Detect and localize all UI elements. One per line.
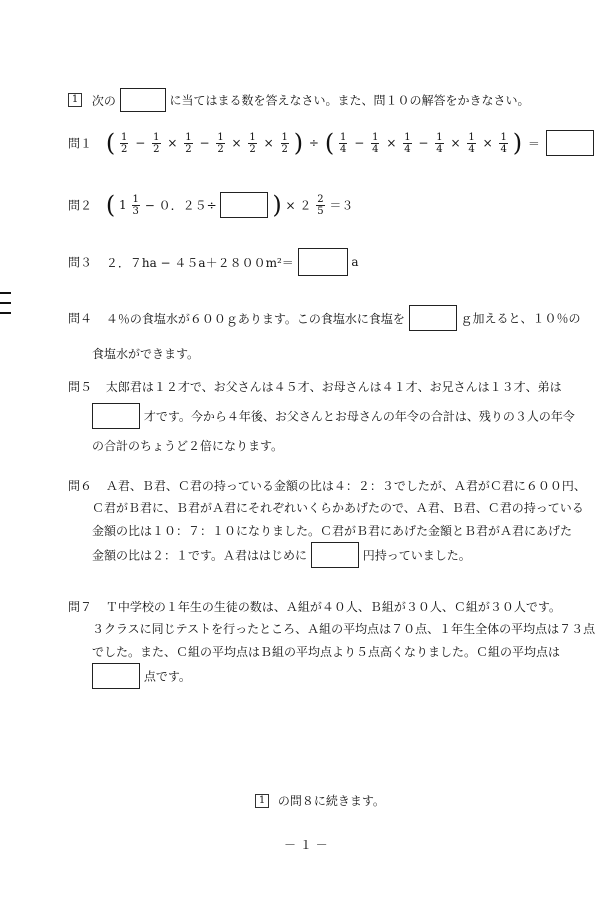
- q6-answer-box[interactable]: [311, 542, 359, 568]
- q6-line3: 金額の比は１０：７：１０になりました。Ｃ君がＢ君にあげた金額とＢ君がＡ君にあげた: [92, 524, 573, 538]
- q7-answer-box[interactable]: [92, 663, 140, 689]
- page-number: － １ －: [284, 838, 328, 852]
- instruction-pre: 次の: [91, 93, 116, 108]
- question-1: 問１ ( $\frac{1}{2}$ − $\frac{1}{2}$ × $\frac{1}{2}$ − $\frac{1}{2}$ × $\frac{1}{2}$ × $\frac{1}{2}$ ) ÷ ( $\frac{1}{4}$ − $\frac{1}{4}$ × $\frac{1}{4}$ − $\frac{1}{4}$ × $\frac{1}{4}$ × $\frac{1}{4}$ ) ＝: [68, 130, 594, 156]
- q5-line3: の合計のちょうど２倍になります。: [92, 439, 284, 453]
- binding-mark: [0, 302, 11, 304]
- q4-answer-box[interactable]: [409, 305, 457, 331]
- question-3: 問３ ２．７ha − ４５a＋２８００m²＝ a: [68, 248, 359, 276]
- q1-answer-box[interactable]: [546, 130, 594, 156]
- binding-mark: [0, 292, 11, 294]
- q4-label: 問４: [68, 311, 93, 326]
- instruction-line: [68, 88, 530, 112]
- q3-label: 問３: [68, 255, 93, 270]
- q1-label: 問１: [68, 136, 93, 151]
- q7-line3: でした。また、Ｃ組の平均点はＢ組の平均点より５点高くなりました。Ｃ組の平均点は: [92, 645, 561, 659]
- q6-line2: Ｃ君がＢ君に、Ｂ君がＡ君にそれぞれいくらかあげたので、Ａ君、Ｂ君、Ｃ君の持っている: [92, 501, 584, 515]
- question-4: 問４ ４％の食塩水が６００ｇあります。この食塩水に食塩を ｇ加えると、１０％の: [68, 305, 581, 331]
- q6-label: 問６: [68, 479, 93, 493]
- q7-line2: ３クラスに同じテストを行ったところ、Ａ組の平均点は７０点、１年生全体の平均点は７３点: [92, 622, 596, 636]
- continuation-note: 1 の問８に続きます。: [255, 792, 385, 809]
- q7-line4: 点です。: [92, 663, 191, 689]
- answer-box-example: [120, 88, 166, 112]
- q3-answer-box[interactable]: [298, 248, 348, 276]
- question-2: 問２ ( 1 $\frac{1}{3}$ − ０．２５÷ ) × ２ $\frac{2}{5}$ ＝３: [68, 191, 354, 219]
- continue-section-number: 1: [255, 794, 269, 808]
- question-6: 問６ Ａ君、Ｂ君、Ｃ君の持っている金額の比は４：２：３でしたが、Ａ君がＣ君に６００円、: [68, 479, 586, 493]
- section-number: 1: [68, 93, 82, 107]
- q6-line4: 金額の比は２：１です。Ａ君ははじめに 円持っていました。: [92, 542, 471, 568]
- q4-line2: 食塩水ができます。: [92, 347, 200, 361]
- instruction-post: に当てはまる数を答えなさい。また、問１０の解答をかきなさい。: [169, 93, 530, 108]
- binding-mark: [0, 312, 11, 314]
- question-5: 問５ 太郎君は１２才で、お父さんは４５才、お母さんは４１才、お兄さんは１３才、弟は: [68, 380, 562, 394]
- q5-label: 問５: [68, 380, 93, 394]
- q5-line2: 才です。今から４年後、お父さんとお母さんの年令の合計は、残りの３人の年令: [92, 403, 575, 429]
- question-7: 問７ Ｔ中学校の１年生の生徒の数は、Ａ組が４０人、Ｂ組が３０人、Ｃ組が３０人です。: [68, 600, 561, 614]
- q3-expression: ２．７ha − ４５a＋２８００m²＝: [105, 255, 294, 270]
- q2-answer-box[interactable]: [220, 192, 268, 218]
- q2-label: 問２: [68, 198, 93, 213]
- q5-answer-box[interactable]: [92, 403, 140, 429]
- q7-label: 問７: [68, 600, 93, 614]
